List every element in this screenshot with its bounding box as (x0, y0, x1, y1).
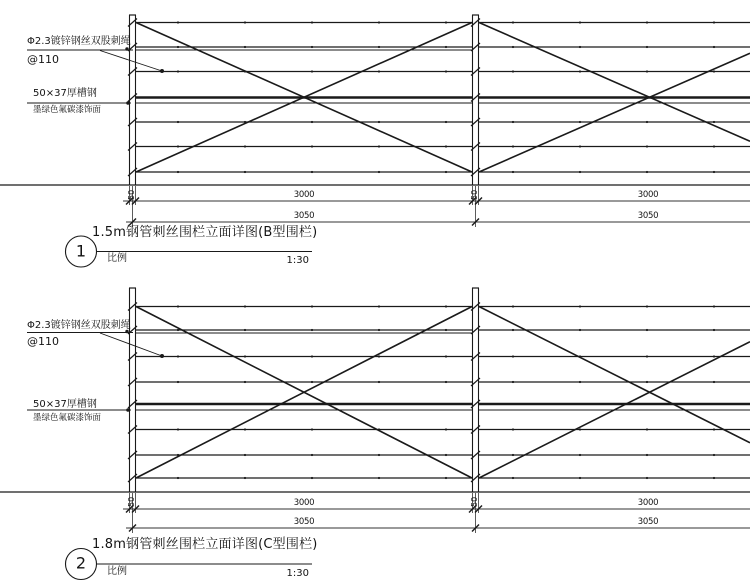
channel-steel-label-1: 50×37厚槽钢 (33, 88, 97, 99)
wire-spacing-label-1: @110 (27, 53, 59, 66)
dim-post-width-1b: 50 (470, 189, 479, 200)
dim-total-2b: 3050 (637, 517, 659, 527)
dim-bay-2a: 3000 (293, 498, 315, 508)
detail-number-1: 1 (75, 241, 87, 261)
detail-number-2: 2 (75, 553, 87, 573)
dim-bay-1b: 3000 (637, 190, 659, 200)
dim-post-width-1a: 50 (127, 189, 136, 200)
drawing-title-2: 1.8m钢管刺丝围栏立面详图(C型围栏) (92, 537, 318, 552)
scale-value-1: 1:30 (286, 255, 309, 266)
wire-spacing-label-2: @110 (27, 335, 59, 348)
dim-bay-1a: 3000 (293, 190, 315, 200)
drawing-title-1: 1.5m钢管刺丝围栏立面详图(B型围栏) (92, 225, 318, 240)
scale-value-2: 1:30 (286, 568, 309, 579)
dim-total-1a: 3050 (293, 211, 315, 221)
dim-total-1b: 3050 (637, 211, 659, 221)
scale-label-2: 比例 (107, 566, 127, 577)
wire-spec-label-2: Φ2.3镀锌钢丝双股刺绳 (27, 320, 131, 331)
dim-post-width-2a: 50 (127, 496, 136, 507)
finish-label-1: 墨绿色氟碳漆饰面 (33, 105, 102, 115)
dim-total-2a: 3050 (293, 517, 315, 527)
dim-post-width-2b: 50 (470, 496, 479, 507)
channel-steel-label-2: 50×37厚槽钢 (33, 399, 97, 410)
dim-bay-2b: 3000 (637, 498, 659, 508)
wire-spec-label-1: Φ2.3镀锌钢丝双股刺绳 (27, 36, 131, 47)
scale-label-1: 比例 (107, 253, 127, 264)
finish-label-2: 墨绿色氟碳漆饰面 (33, 413, 102, 423)
